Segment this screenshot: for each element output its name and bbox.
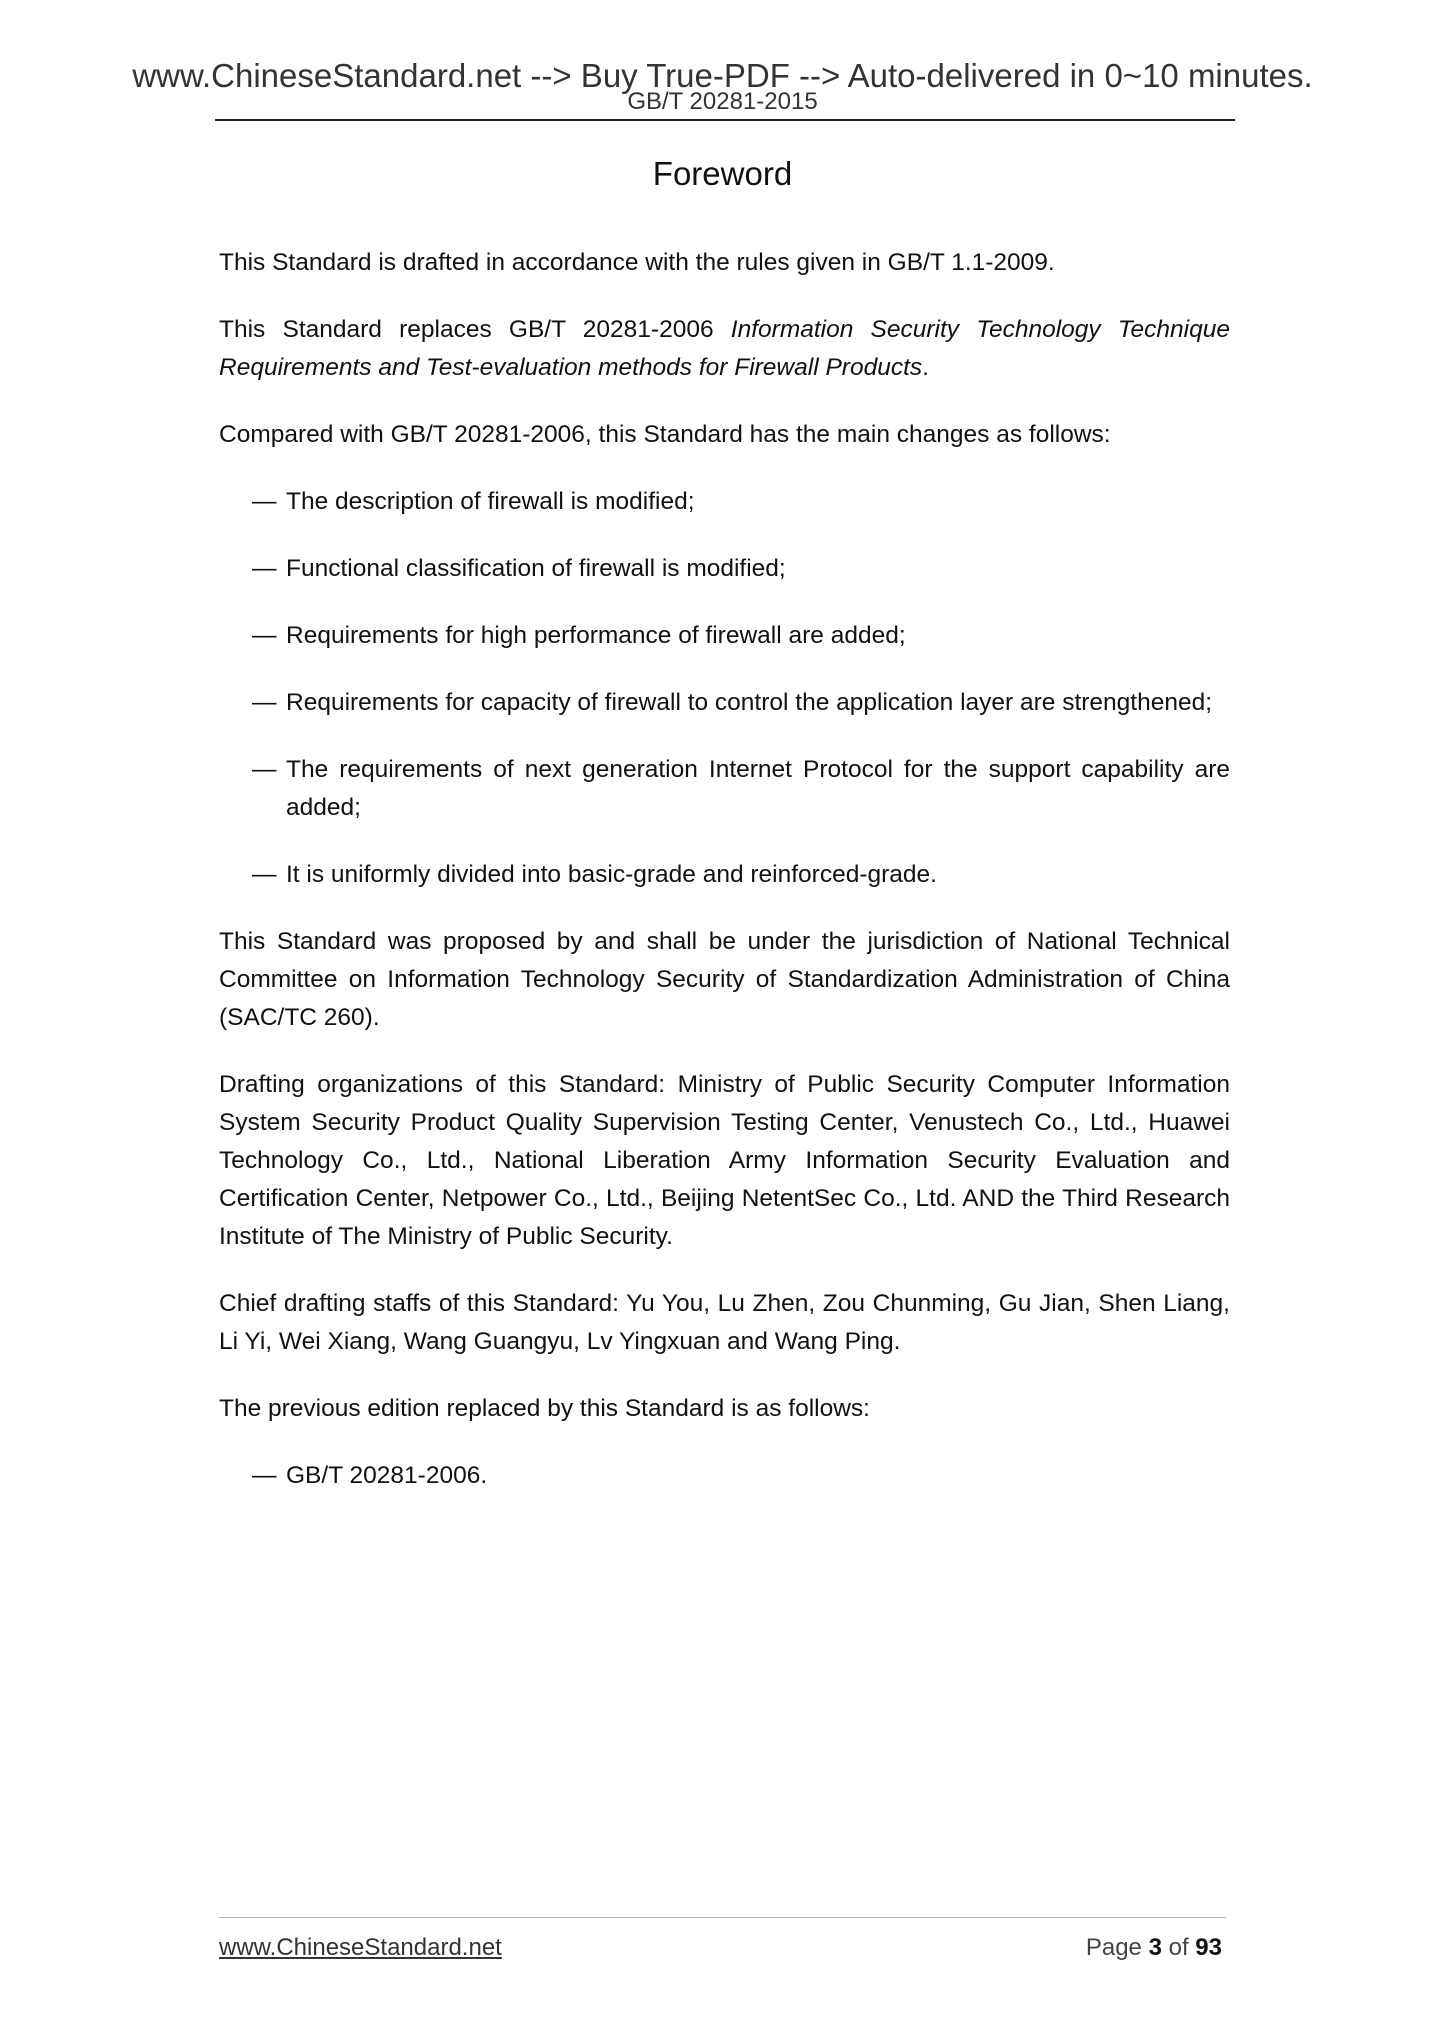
page-total: 93 <box>1195 1934 1222 1961</box>
paragraph-replaces <box>219 311 1230 387</box>
list-item-text: The description of firewall is modified; <box>286 488 695 515</box>
paragraph-chief-drafting-staffs: Chief drafting staffs of this Standard: Yu You, Lu Zhen, Zou Chunming, Gu Jian, Shen Liang, Li Yi, Wei Xiang, Wang Guangyu, Lv Yingxuan and Wang Ping. <box>219 1290 1230 1355</box>
dash-marker: — <box>252 555 277 582</box>
standard-code: GB/T 20281-2015 <box>627 88 818 115</box>
list-item-text: GB/T 20281-2006. <box>286 1462 488 1489</box>
paragraph-previous-edition: The previous edition replaced by this Standard is as follows: <box>219 1395 870 1422</box>
replaced-standard-title: Information Security Technology Technique Requirements and Test-evaluation methods for Firewall Products <box>219 316 1230 381</box>
dash-marker: — <box>252 1462 277 1489</box>
list-item <box>252 684 1230 722</box>
page-label: Page <box>1085 1934 1142 1961</box>
list-item <box>252 751 1230 827</box>
list-item <box>252 483 1230 521</box>
list-item <box>252 856 1230 894</box>
list-item-text: Functional classification of firewall is modified; <box>286 555 786 582</box>
list-item-text: Requirements for capacity of firewall to control the application layer are strengthened; <box>286 689 1213 716</box>
header-banner[interactable]: www.ChineseStandard.net --> Buy True-PDF --> Auto-delivered in 0~10 minutes. <box>132 57 1313 94</box>
dash-marker: — <box>252 861 277 888</box>
list-item <box>252 550 1230 588</box>
list-item-text: The requirements of next generation Internet Protocol for the support capability are added; <box>286 756 1230 821</box>
page-of: of <box>1168 1934 1189 1961</box>
page-current: 3 <box>1148 1934 1162 1961</box>
dash-marker: — <box>252 689 277 716</box>
dash-marker: — <box>252 622 277 649</box>
foreword-body <box>219 244 1230 1524</box>
list-item <box>252 1457 1230 1495</box>
paragraph-proposed-by: This Standard was proposed by and shall be under the jurisdiction of National Technical Committee on Information Technology Security of Standardization Administration of China (SAC/TC 260). <box>219 928 1230 1031</box>
paragraph-changes-intro: Compared with GB/T 20281-2006, this Standard has the main changes as follows: <box>219 421 1111 448</box>
dash-marker: — <box>252 756 277 783</box>
page-title: Foreword <box>652 155 793 192</box>
header-divider <box>215 119 1235 121</box>
footer-divider <box>219 1917 1226 1918</box>
paragraph-drafting-organizations: Drafting organizations of this Standard: Ministry of Public Security Computer Information System Security Product Quality Supervision Testing Center, Venustech Co., Ltd., Huawei Technology Co., Ltd., National Liberation Army Information Security Evaluation and Certification Center, Netpower Co., Ltd., Beijing NetentSec Co., Ltd. AND the Third Research Institute of The Ministry of Public Security. <box>219 1071 1230 1250</box>
list-item-text: Requirements for high performance of firewall are added; <box>286 622 906 649</box>
footer-site-link[interactable]: www.ChineseStandard.net <box>219 1934 502 1961</box>
paragraph-drafting-rules: This Standard is drafted in accordance with the rules given in GB/T 1.1-2009. <box>219 249 1055 276</box>
replaces-suffix: . <box>922 354 929 381</box>
list-item-text: It is uniformly divided into basic-grade and reinforced-grade. <box>286 861 937 888</box>
page-number <box>1086 1933 1222 1963</box>
replaces-prefix: This Standard replaces GB/T 20281-2006 <box>219 316 731 343</box>
list-item <box>252 617 1230 655</box>
dash-marker: — <box>252 488 277 515</box>
